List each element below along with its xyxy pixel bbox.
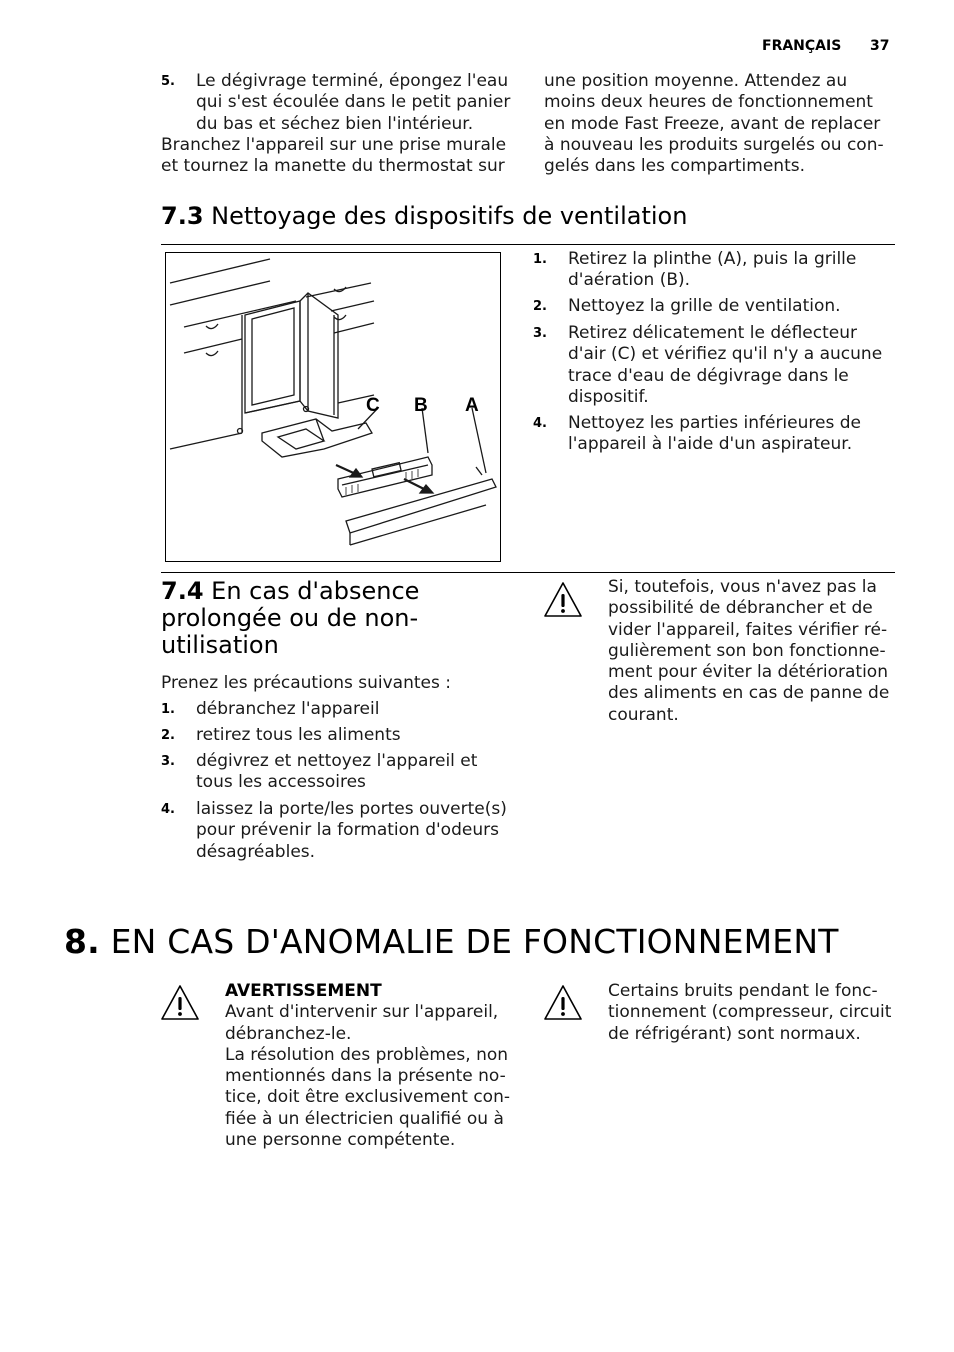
section-8-warning-left (225, 981, 525, 1151)
step-text (568, 249, 898, 292)
step-number: 2. (533, 299, 547, 314)
text-line: dispositif. (568, 386, 649, 407)
step-number: 3. (161, 754, 175, 769)
text-line: de réfrigérant) sont normaux. (608, 1023, 861, 1044)
text-line: une position moyenne. Attendez au (544, 71, 848, 91)
section-7-4-warning (608, 577, 908, 726)
step-text (568, 296, 898, 317)
text-line: Avant d'intervenir sur l'appareil, (225, 1002, 499, 1023)
text-line: pour prévenir la formation d'odeurs (196, 820, 499, 841)
text-line: trace d'eau de dégivrage dans le (568, 365, 849, 386)
step-text (196, 751, 526, 794)
text-line: des aliments en cas de panne de (608, 683, 890, 704)
text-line: Retirez délicatement le déflecteur (568, 323, 857, 343)
text-line: et tournez la manette du thermostat sur (161, 156, 505, 177)
step-5-text (196, 71, 526, 135)
text-line: laissez la porte/les portes ouverte(s) (196, 799, 507, 819)
step-text (196, 725, 526, 746)
text-line: en mode Fast Freeze, avant de replacer (544, 113, 881, 134)
section-8-warning-right (608, 981, 908, 1045)
ventilation-figure (165, 252, 501, 562)
step-text (568, 413, 898, 456)
text-line: La résolution des problèmes, non (225, 1044, 509, 1065)
section-title: En cas d'absence (211, 577, 420, 605)
text-line: débranchez-le. (225, 1023, 352, 1044)
figure-label-c: C (366, 395, 380, 416)
text-line: du bas et séchez bien l'intérieur. (196, 113, 474, 134)
text-line: Branchez l'appareil sur une prise murale (161, 135, 507, 155)
chapter-title: EN CAS D'ANOMALIE DE FONCTIONNEMENT (110, 922, 839, 961)
warning-heading: AVERTISSEMENT (225, 981, 382, 1001)
text-line: Certains bruits pendant le fonc- (608, 981, 878, 1001)
heading-line (161, 578, 521, 605)
section-7-4-intro: Prenez les précautions suivantes : (161, 673, 451, 693)
text-line: Nettoyez les parties inférieures de (568, 413, 861, 433)
step-number: 2. (161, 728, 175, 743)
warning-icon (543, 983, 583, 1023)
text-line: désagréables. (196, 841, 316, 862)
section-7-3-heading (161, 203, 687, 230)
text-line: mentionnés dans la présente no- (225, 1066, 506, 1087)
warning-icon (160, 983, 200, 1023)
section-rule (161, 572, 895, 573)
step-text (196, 699, 526, 720)
section-rule (161, 244, 895, 245)
header-language: FRANÇAIS (762, 38, 842, 54)
text-line: dégivrez et nettoyez l'appareil et (196, 751, 478, 771)
text-line: d'aération (B). (568, 270, 691, 291)
step-number: 4. (533, 416, 547, 431)
step-text (196, 799, 526, 863)
text-line: fiée à un électricien qualifié ou à (225, 1108, 504, 1129)
section-7-4-heading (161, 578, 521, 659)
chapter-8-heading (64, 922, 839, 961)
chapter-number: 8. (64, 922, 100, 961)
text-line: courant. (608, 704, 679, 725)
paragraph-right (544, 71, 914, 177)
text-line: Retirez la plinthe (A), puis la grille (568, 249, 857, 269)
paragraph-left (161, 135, 531, 178)
section-title: Nettoyage des dispositifs de ventilation (211, 202, 688, 230)
figure-label-b: B (414, 395, 428, 416)
text-line: débranchez l'appareil (196, 699, 380, 719)
text-line: ment pour éviter la détérioration (608, 662, 888, 683)
text-line: Le dégivrage terminé, épongez l'eau (196, 71, 509, 91)
step-5-number: 5. (161, 74, 175, 89)
text-line: retirez tous les aliments (196, 725, 401, 745)
step-number: 4. (161, 802, 175, 817)
section-number: 7.4 (161, 577, 204, 605)
appliance-illustration (166, 253, 500, 561)
section-number: 7.3 (161, 202, 204, 230)
warning-icon (543, 580, 583, 620)
step-text (568, 323, 898, 408)
text-line: Nettoyez la grille de ventilation. (568, 296, 841, 316)
text-line: gulièrement son bon fonctionne- (608, 640, 886, 661)
page-number: 37 (870, 38, 890, 54)
text-line: gelés dans les compartiments. (544, 156, 805, 177)
text-line: d'air (C) et vérifiez qu'il n'y a aucune (568, 344, 883, 365)
heading-line: prolongée ou de non- (161, 604, 419, 632)
step-number: 3. (533, 326, 547, 341)
text-line: possibilité de débrancher et de (608, 598, 873, 619)
text-line: tice, doit être exclusivement con- (225, 1087, 510, 1108)
heading-line: utilisation (161, 631, 279, 659)
text-line: vider l'appareil, faites vérifier ré- (608, 619, 888, 640)
text-line: Si, toutefois, vous n'avez pas la (608, 577, 877, 597)
step-number: 1. (533, 252, 547, 267)
step-number: 1. (161, 702, 175, 717)
text-line: tous les accessoires (196, 772, 366, 793)
text-line: tionnement (compresseur, circuit (608, 1002, 892, 1023)
text-line: l'appareil à l'aide d'un aspirateur. (568, 434, 853, 455)
text-line: qui s'est écoulée dans le petit panier (196, 92, 511, 113)
text-line: à nouveau les produits surgelés ou con- (544, 134, 884, 155)
text-line: une personne compétente. (225, 1130, 456, 1151)
figure-label-a: A (465, 395, 479, 416)
text-line: moins deux heures de fonctionnement (544, 92, 873, 113)
